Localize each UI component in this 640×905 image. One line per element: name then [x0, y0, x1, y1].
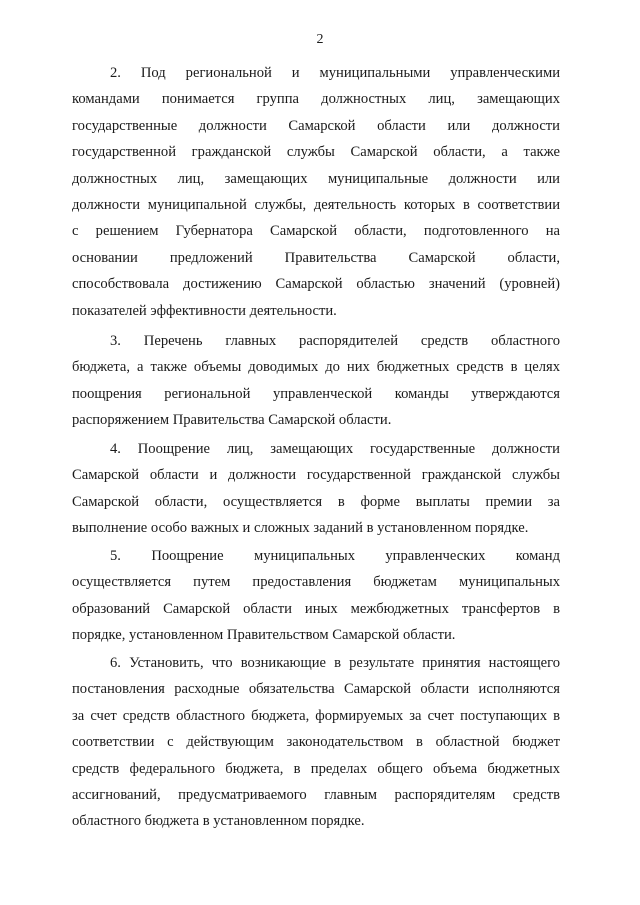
- paragraph-line: образований Самарской области иных межбюджетных трансфертов в: [72, 600, 560, 617]
- paragraph-line: за счет средств областного бюджета, формируемых за счет поступающих в: [72, 707, 560, 724]
- paragraph-line: должности муниципальной службы, деятельность которых в соответствии: [72, 196, 560, 213]
- paragraph-line: 2. Под региональной и муниципальными управленческими: [110, 65, 560, 81]
- paragraph-line: 5. Поощрение муниципальных управленческих команд: [110, 548, 560, 564]
- paragraph-line: выполнение особо важных и сложных заданий в установленном порядке.: [72, 520, 529, 537]
- paragraph-line: Самарской области и должности государственной гражданской службы: [72, 467, 560, 484]
- paragraph-line: Самарской области, осуществляется в форме выплаты премии за: [72, 493, 560, 510]
- paragraph-line: поощрения региональной управленческой команды утверждаются: [72, 385, 560, 402]
- paragraph-line: 4. Поощрение лиц, замещающих государственные должности: [110, 441, 560, 457]
- paragraph-line: бюджета, а также объемы доводимых до них бюджетных средств в целях: [72, 359, 560, 376]
- page-number: 2: [316, 32, 324, 47]
- paragraph-5: [72, 543, 560, 649]
- paragraph-line: основании предложений Правительства Самарской области,: [72, 249, 560, 266]
- paragraph-line: 6. Установить, что возникающие в результате принятия настоящего: [110, 655, 560, 671]
- paragraph-3: [72, 328, 560, 434]
- paragraph-line: осуществляется путем предоставления бюджетам муниципальных: [72, 574, 560, 591]
- paragraph-2: [72, 60, 560, 324]
- paragraph-line: распоряжением Правительства Самарской области.: [72, 412, 392, 429]
- paragraph-line: 3. Перечень главных распорядителей средств областного: [110, 333, 560, 349]
- paragraph-line: государственной гражданской службы Самарской области, а также: [72, 144, 560, 161]
- paragraph-line: средств федерального бюджета, в пределах общего объема бюджетных: [72, 760, 560, 777]
- paragraph-line: показателей эффективности деятельности.: [72, 302, 337, 319]
- paragraph-line: областного бюджета в установленном порядке.: [72, 813, 365, 830]
- paragraph-4: [72, 436, 560, 542]
- paragraph-line: государственные должности Самарской области или должности: [72, 117, 560, 134]
- paragraph-line: ассигнований, предусматриваемого главным распорядителям средств: [72, 786, 560, 803]
- paragraph-line: соответствии с действующим законодательством в областной бюджет: [72, 734, 560, 751]
- paragraph-line: с решением Губернатора Самарской области, подготовленного на: [72, 223, 560, 240]
- paragraph-line: должностных лиц, замещающих муниципальные должности или: [72, 170, 560, 187]
- paragraph-line: постановления расходные обязательства Самарской области исполняются: [72, 681, 560, 698]
- paragraph-line: командами понимается группа должностных лиц, замещающих: [72, 91, 560, 108]
- paragraph-line: способствовала достижению Самарской областью значений (уровней): [72, 276, 560, 293]
- paragraph-line: порядке, установленном Правительством Самарской области.: [72, 627, 456, 644]
- paragraph-6: [72, 650, 560, 835]
